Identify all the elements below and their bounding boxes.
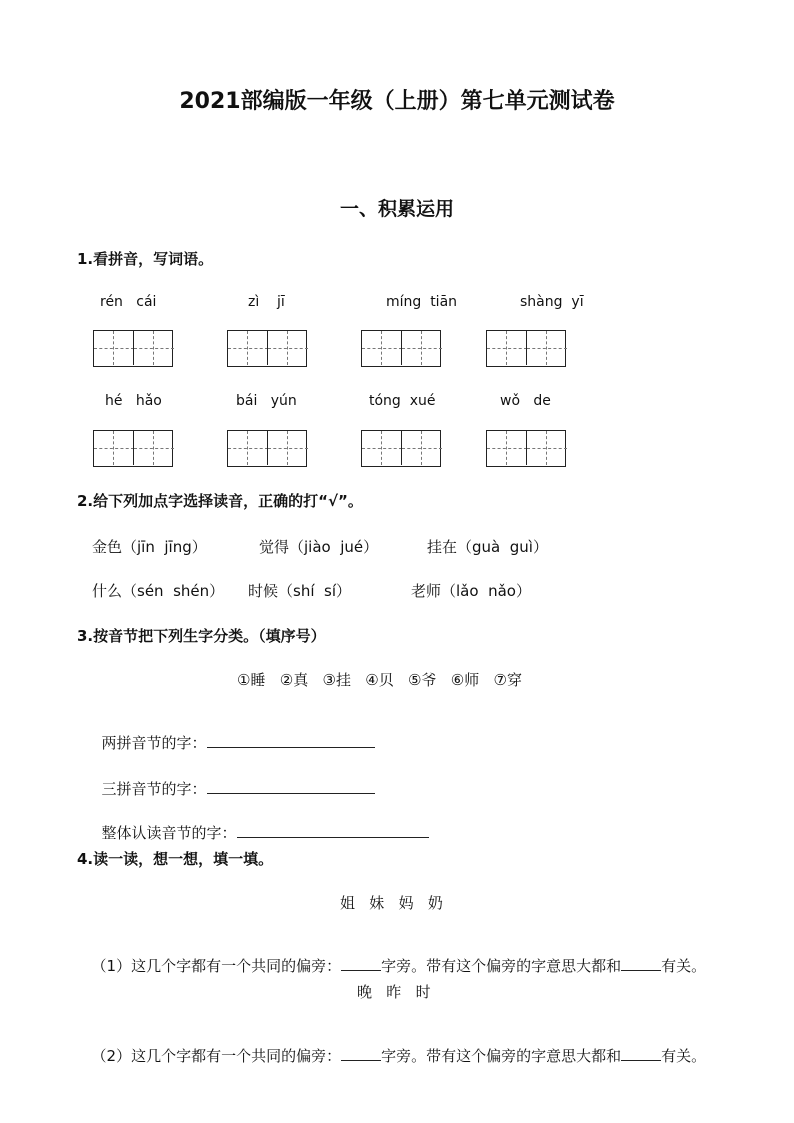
writing-grid[interactable] xyxy=(227,330,307,367)
answer-blank[interactable] xyxy=(207,733,375,748)
answer-blank[interactable] xyxy=(621,1046,661,1061)
pinyin-label: zì jī xyxy=(248,294,285,310)
section-heading: 一、积累运用 xyxy=(339,198,454,220)
reading-choice[interactable]: 老师（lǎo nǎo） xyxy=(411,582,531,600)
answer-label: 整体认读音节的字： xyxy=(101,824,237,842)
answer-line-two-syllable[interactable] xyxy=(92,714,375,753)
answer-blank[interactable] xyxy=(341,1046,381,1061)
answer-blank[interactable] xyxy=(621,956,661,971)
question-1-heading: 1.看拼音，写词语。 xyxy=(77,250,214,268)
character-group: 姐 妹 妈 奶 xyxy=(340,894,443,912)
sentence-text: 有关。 xyxy=(661,957,707,975)
reading-choice[interactable]: 挂在（guà guì） xyxy=(427,538,548,556)
question-3-heading: 3.按音节把下列生字分类。（填序号） xyxy=(77,627,326,645)
pinyin-label: rén cái xyxy=(100,294,157,310)
pinyin-label: hé hǎo xyxy=(105,393,162,409)
answer-blank[interactable] xyxy=(341,956,381,971)
sentence-text: （2）这几个字都有一个共同的偏旁： xyxy=(91,1047,342,1065)
question-4-heading: 4.读一读，想一想，填一填。 xyxy=(77,850,274,868)
answer-line-three-syllable[interactable] xyxy=(92,760,375,799)
reading-choice[interactable]: 金色（jīn jīng） xyxy=(92,538,207,556)
answer-label: 两拼音节的字： xyxy=(101,734,207,752)
fill-sentence-2 xyxy=(82,1027,706,1066)
sentence-text: 字旁。带有这个偏旁的字意思大都和 xyxy=(381,957,622,975)
writing-grid[interactable] xyxy=(227,430,307,467)
character-list: ①睡 ②真 ③挂 ④贝 ⑤爷 ⑥师 ⑦穿 xyxy=(237,671,522,689)
answer-blank[interactable] xyxy=(207,779,375,794)
writing-grid[interactable] xyxy=(486,430,566,467)
reading-choice[interactable]: 时候（shí sí） xyxy=(248,582,352,600)
pinyin-label: bái yún xyxy=(236,393,297,409)
question-2-heading: 2.给下列加点字选择读音，正确的打“√”。 xyxy=(77,492,363,510)
writing-grid[interactable] xyxy=(93,330,173,367)
pinyin-label: míng tiān xyxy=(386,294,458,310)
answer-blank[interactable] xyxy=(237,823,429,838)
pinyin-label: wǒ de xyxy=(500,393,551,409)
pinyin-label: shàng yī xyxy=(520,294,584,310)
sentence-text: 字旁。带有这个偏旁的字意思大都和 xyxy=(381,1047,622,1065)
reading-choice[interactable]: 什么（sén shén） xyxy=(92,582,225,600)
answer-label: 三拼音节的字： xyxy=(101,780,207,798)
answer-line-whole-syllable[interactable] xyxy=(92,804,429,843)
writing-grid[interactable] xyxy=(361,430,441,467)
writing-grid[interactable] xyxy=(361,330,441,367)
writing-grid[interactable] xyxy=(486,330,566,367)
fill-sentence-1 xyxy=(82,937,706,976)
pinyin-label: tóng xué xyxy=(369,393,436,409)
sentence-text: 有关。 xyxy=(661,1047,707,1065)
character-group: 晚 昨 时 xyxy=(357,983,431,1001)
reading-choice[interactable]: 觉得（jiào jué） xyxy=(259,538,379,556)
page-title: 2021部编版一年级（上册）第七单元测试卷 xyxy=(179,89,615,114)
writing-grid[interactable] xyxy=(93,430,173,467)
sentence-text: （1）这几个字都有一个共同的偏旁： xyxy=(91,957,342,975)
